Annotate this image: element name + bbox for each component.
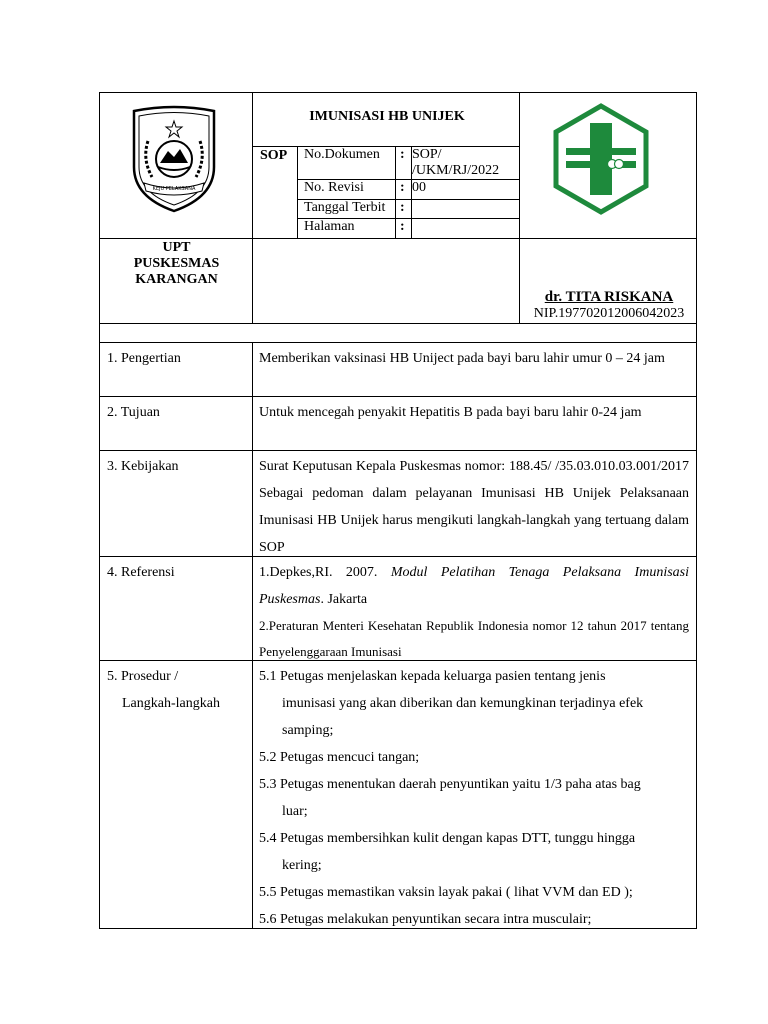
reference-title: Modul Pelatihan Tenaga Pelaksana Imunisasi Puskesmas xyxy=(259,565,689,607)
procedure-step: 5.2 Petugas mencuci tangan; xyxy=(259,750,420,765)
section-label: 2. Tujuan xyxy=(107,405,160,420)
doc-number-line: SOP/ xyxy=(412,147,442,162)
signer-nip: NIP.197702012006042023 xyxy=(533,306,685,321)
procedure-step: 5.1 Petugas menjelaskan kepada keluarga pasien tentang jenis xyxy=(259,669,606,684)
page-label: Halaman xyxy=(304,219,355,234)
doc-number-value xyxy=(412,147,499,179)
procedure-step-continuation: imunisasi yang akan diberikan dan kemungkinan terjadinya efek xyxy=(282,696,644,711)
section-text xyxy=(259,559,689,665)
puskesmas-logo xyxy=(552,103,650,215)
section-label: 1. Pengertian xyxy=(107,351,181,366)
section-row-referensi xyxy=(99,556,697,661)
doc-number-line: /UKM/RJ/2022 xyxy=(412,163,500,178)
reference-place: . Jakarta xyxy=(320,592,368,607)
section-label: 3. Kebijakan xyxy=(107,459,179,474)
section-row-tujuan xyxy=(99,396,697,451)
issued-date-label: Tanggal Terbit xyxy=(304,200,386,215)
sop-label: SOP xyxy=(260,148,288,163)
colon: : xyxy=(400,200,405,215)
procedure-step-continuation: luar; xyxy=(282,804,308,819)
section-row-kebijakan xyxy=(99,450,697,557)
procedure-step: 5.3 Petugas menentukan daerah penyuntikan yaitu 1/3 paha atas bag xyxy=(259,777,641,792)
regency-seal-logo xyxy=(128,105,220,213)
sop-header-table xyxy=(99,92,697,324)
procedure-step: 5.6 Petugas melakukan penyuntikan secara intra musculair; xyxy=(259,912,592,927)
org-name-line: KARANGAN xyxy=(135,272,218,287)
section-text: Surat Keputusan Kepala Puskesmas nomor: 188.45/ /35.03.010.03.001/2017 Sebagai pedoman dalam pelayanan Imunisasi HB Unijek Pelaksanaan Imunisasi HB Unijek harus mengikuti langkah-langkah yang tertuang dalam SOP xyxy=(259,459,689,555)
revision-value: 00 xyxy=(412,180,426,195)
section-text: Memberikan vaksinasi HB Uniject pada bayi baru lahir umur 0 – 24 jam xyxy=(259,351,665,366)
seal-banner-text: KEJU PELAKSANA xyxy=(152,186,196,192)
organization-name xyxy=(100,240,253,288)
colon: : xyxy=(400,147,405,162)
section-label: 4. Referensi xyxy=(107,565,175,580)
reference-author: 1.Depkes,RI. 2007. xyxy=(259,565,391,580)
reference-item xyxy=(259,559,689,613)
document-title: IMUNISASI HB UNIJEK xyxy=(309,109,465,124)
revision-label: No. Revisi xyxy=(304,180,364,195)
section-row-prosedur xyxy=(99,660,697,929)
spacer-row xyxy=(99,323,697,343)
reference-item: 2.Peraturan Menteri Kesehatan Republik Indonesia nomor 12 tahun 2017 tentang Penyelenggaraan Imunisasi xyxy=(259,618,689,659)
colon: : xyxy=(400,180,405,195)
org-name-line: UPT xyxy=(162,240,191,255)
colon: : xyxy=(400,219,405,234)
sop-content-table xyxy=(99,323,697,929)
procedure-step: 5.5 Petugas memastikan vaksin layak pakai ( lihat VVM dan ED ); xyxy=(259,885,633,900)
section-text: Untuk mencegah penyakit Hepatitis B pada bayi baru lahir 0-24 jam xyxy=(259,405,642,420)
procedure-step-continuation: samping; xyxy=(282,723,334,738)
procedure-steps xyxy=(259,663,689,933)
section-label-line: Langkah-langkah xyxy=(122,696,220,711)
doc-number-label: No.Dokumen xyxy=(304,147,380,162)
section-label-line: 5. Prosedur / xyxy=(107,669,179,684)
procedure-step: 5.4 Petugas membersihkan kulit dengan kapas DTT, tunggu hingga xyxy=(259,831,636,846)
procedure-step-continuation: kering; xyxy=(282,858,322,873)
section-row-pengertian xyxy=(99,342,697,397)
org-name-line: PUSKESMAS xyxy=(133,256,220,271)
signer-name: dr. TITA RISKANA xyxy=(544,289,674,305)
signature-block xyxy=(520,289,698,322)
section-label xyxy=(107,663,220,717)
